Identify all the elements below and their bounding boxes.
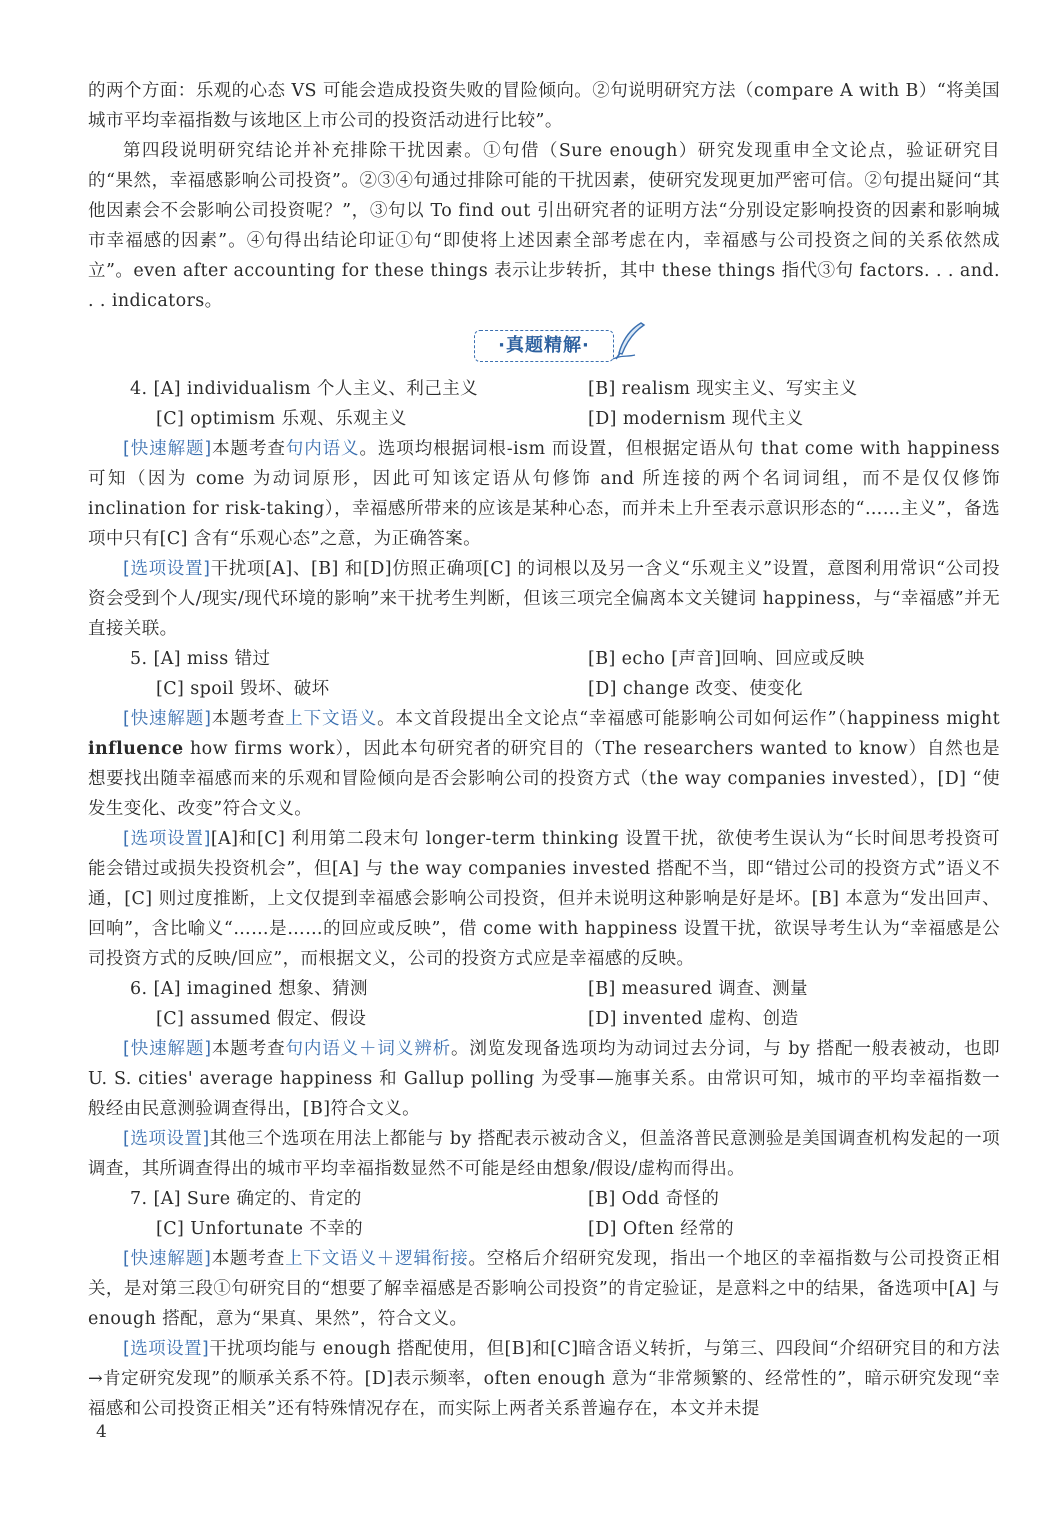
- quill-icon: [611, 321, 647, 361]
- option-a: 4. [A] individualism 个人主义、利己主义: [130, 379, 479, 399]
- options-row-ab: [88, 974, 1000, 1004]
- option-setting-tag: [选项设置]: [123, 1339, 210, 1359]
- quick-solution: [快速解题]本题考查上下文语义＋逻辑衔接。空格后介绍研究发现，指出一个地区的幸福指数与公司投资正相关，是对第三段①句研究目的“想要了解幸福感是否影响公司投资”的肯定验证，是意料之中的结果，备选项中[A] 与 enough 搭配，意为“果真、果然”，符合文义。: [88, 1249, 1000, 1329]
- option-b: [B] echo [声音]回响、回应或反映: [588, 649, 865, 669]
- paragraph-four-analysis: 第四段说明研究结论并补充排除干扰因素。①句借（Sure enough）研究发现重申全文论点，验证研究目的“果然，幸福感影响公司投资”。②③④句通过排除可能的干扰因素，使研究发现更加严密可信。②句提出疑问“其他因素会不会影响公司投资呢？”，③句以 To find out 引出研究者的证明方法“分别设定影响投资的因素和影响城市幸福感的因素”。④句得出结论印证①句“即使将上述因素全部考虑在内，幸福感与公司投资之间的关系依然成立”。even after accounting for these things 表示让步转折，其中 these things 指代③句 factors. . . and. . . indicators。: [88, 141, 1000, 311]
- question-number: 6.: [130, 979, 148, 999]
- option-b: [B] measured 调查、测量: [588, 979, 808, 999]
- question-7: [88, 1184, 1000, 1424]
- question-6: [88, 974, 1000, 1184]
- question-number: 4.: [130, 379, 148, 399]
- options-row-cd: [88, 1214, 1000, 1244]
- option-setting: [选项设置]其他三个选项在用法上都能与 by 搭配表示被动含义，但盖洛普民意测验是美国调查机构发起的一项调查，其所调查得出的城市平均幸福指数显然不可能是经由想象/假设/虚构而得出。: [88, 1129, 1000, 1179]
- option-a: 5. [A] miss 错过: [130, 649, 271, 669]
- section-title-text: ·真题精解·: [498, 335, 590, 356]
- keyword: 上下文语义＋逻辑衔接: [285, 1249, 469, 1269]
- options-row-ab: [88, 374, 1000, 404]
- question-number: 7.: [130, 1189, 148, 1209]
- quick-solution-tag: [快速解题]: [123, 709, 212, 729]
- option-a: 6. [A] imagined 想象、猜测: [130, 979, 368, 999]
- option-setting: [选项设置]干扰项[A]、[B] 和[D]仿照正确项[C] 的词根以及另一含义“乐观主义”设置，意图利用常识“公司投资会受到个人/现实/现代环境的影响”来干扰考生判断，但该三项完全偏离本文关键词 happiness，与“幸福感”并无直接关联。: [88, 559, 1000, 639]
- option-d: [D] invented 虚构、创造: [588, 1009, 799, 1029]
- option-setting: [选项设置][A]和[C] 利用第二段末句 longer-term thinking 设置干扰，欲使考生误认为“长时间思考投资可能会错过或损失投资机会”，但[A] 与 the way companies invested 搭配不当，即“错过公司的投资方式”语义不通，[C] 则过度推断，上文仅提到幸福感会影响公司投资，但并未说明这种影响是好是坏。[B] 本意为“发出回声、回响”，含比喻义“……是……的回应或反映”，借 come with happiness 设置干扰，欲误导考生认为“幸福感是公司投资方式的反映/回应”，而根据文义，公司的投资方式应是幸福感的反映。: [88, 829, 1000, 969]
- option-d: [D] modernism 现代主义: [588, 409, 804, 429]
- keyword: 句内语义＋词义辨析: [285, 1039, 451, 1059]
- page-number: 4: [96, 1422, 108, 1442]
- quick-solution-tag: [快速解题]: [123, 1039, 212, 1059]
- option-setting: [选项设置]干扰项均能与 enough 搭配使用，但[B]和[C]暗含语义转折，与第三、四段间“介绍研究目的和方法→肯定研究发现”的顺承关系不符。[D]表示频率，often enough 意为“非常频繁的、经常性的”，暗示研究发现“幸福感和公司投资正相关”还有特殊情况存在，而实际上两者关系普遍存在，本文并未提: [88, 1339, 1000, 1419]
- quick-solution: [快速解题]本题考查上下文语义。本文首段提出全文论点“幸福感可能影响公司如何运作”（happiness might influence how firms work），因此本句研究者的研究目的（The researchers wanted to know）自然也是想要找出随幸福感而来的乐观和冒险倾向是否会影响公司的投资方式（the way companies invested），[D] “使发生变化、改变”符合文义。: [88, 709, 1001, 819]
- option-c: [C] spoil 毁坏、破坏: [156, 679, 330, 699]
- keyword: 句内语义: [285, 439, 360, 459]
- question-5: [88, 644, 1000, 974]
- quick-solution: [快速解题]本题考查句内语义。选项均根据词根-ism 而设置，但根据定语从句 that come with happiness 可知（因为 come 为动词原形，因此可知该定语从句修饰 and 所连接的两个名词词组，而不是仅仅修饰 inclination for risk-taking），幸福感所带来的应该是某种心态，而并未上升至表示意识形态的“……主义”，备选项中只有[C] 含有“乐观心态”之意，为正确答案。: [88, 439, 1000, 549]
- question-4: [88, 374, 1000, 644]
- options-row-ab: [88, 644, 1000, 674]
- quick-solution: [快速解题]本题考查句内语义＋词义辨析。浏览发现备选项均为动词过去分词，与 by 搭配一般表被动，也即 U. S. cities' average happiness 和 Gallup polling 为受事—施事关系。由常识可知，城市的平均幸福指数一般经由民意测验调查得出，[B]符合文义。: [88, 1039, 1000, 1119]
- options-row-cd: [88, 1004, 1000, 1034]
- option-c: [C] Unfortunate 不幸的: [156, 1219, 364, 1239]
- keyword: 上下文语义: [285, 709, 378, 729]
- option-setting-tag: [选项设置]: [123, 559, 211, 579]
- options-row-ab: [88, 1184, 1000, 1214]
- quick-solution-tag: [快速解题]: [123, 1249, 212, 1269]
- options-row-cd: [88, 674, 1000, 704]
- question-number: 5.: [130, 649, 148, 669]
- option-d: [D] Often 经常的: [588, 1219, 734, 1239]
- option-setting-tag: [选项设置]: [123, 1129, 210, 1149]
- option-c: [C] assumed 假定、假设: [156, 1009, 367, 1029]
- option-d: [D] change 改变、使变化: [588, 679, 803, 699]
- page-content: [88, 76, 1000, 1424]
- option-c: [C] optimism 乐观、乐观主义: [156, 409, 407, 429]
- bold-word: influence: [88, 739, 184, 759]
- option-setting-tag: [选项设置]: [123, 829, 211, 849]
- quick-solution-tag: [快速解题]: [123, 439, 212, 459]
- section-title: [474, 330, 614, 362]
- option-b: [B] Odd 奇怪的: [588, 1189, 720, 1209]
- option-b: [B] realism 现实主义、写实主义: [588, 379, 858, 399]
- option-a: 7. [A] Sure 确定的、肯定的: [130, 1189, 362, 1209]
- options-row-cd: [88, 404, 1000, 434]
- intro-paragraph: 的两个方面：乐观的心态 VS 可能会造成投资失败的冒险倾向。②句说明研究方法（compare A with B）“将美国城市平均幸福指数与该地区上市公司的投资活动进行比较”。: [88, 81, 1000, 131]
